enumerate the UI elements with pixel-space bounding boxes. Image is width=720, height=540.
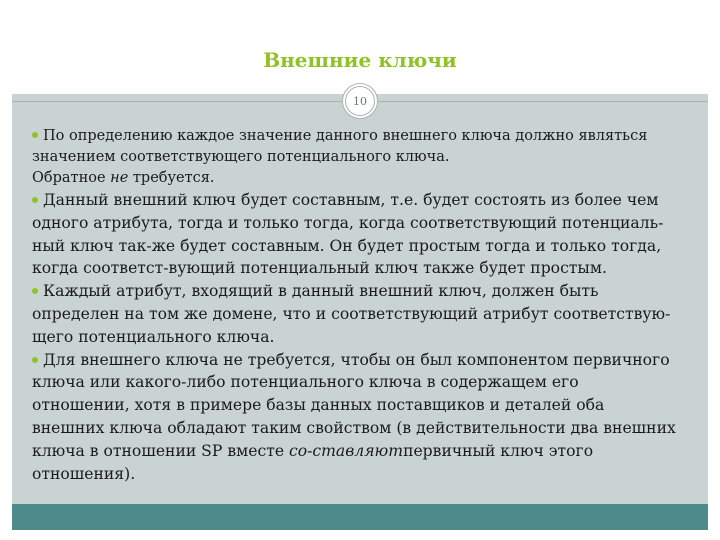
p3-line2: определен на том же домене, что и соответствующий атрибут соответствую- <box>32 304 671 323</box>
left-margin <box>0 0 12 540</box>
p4-line5-a: ключа в отношении SP вместе <box>32 441 289 460</box>
p2-line1: Данный внешний ключ будет составным, т.е. будет состоять из более чем <box>43 191 659 209</box>
paragraph-2 <box>32 189 692 280</box>
p4-line5-em: со-ставляют <box>289 441 404 460</box>
bullet-icon <box>32 197 38 203</box>
paragraph-4 <box>32 349 692 486</box>
p1-line3-a: Обратное <box>32 170 111 186</box>
p4-line3: отношении, хотя в примере базы данных поставщиков и деталей оба <box>32 396 605 415</box>
bullet-icon <box>32 132 38 138</box>
p4-line4: внешних ключа обладают таким свойством (в действительности два внешних <box>32 418 676 437</box>
right-margin <box>708 0 720 540</box>
slide-title: Внешние ключи <box>263 48 457 72</box>
page-number-badge <box>342 83 378 119</box>
p4-line2: ключа или какого-либо потенциального ключа в содержащем его <box>32 373 579 392</box>
bullet-icon <box>32 357 38 363</box>
slide-content <box>32 126 692 485</box>
page-number: 10 <box>345 86 375 116</box>
p4-line1: Для внешнего ключа не требуется, чтобы он был компонентом первичного <box>43 350 670 369</box>
bullet-icon <box>32 288 38 294</box>
p1-line3-b: требуется. <box>128 170 215 186</box>
paragraph-1 <box>32 126 692 189</box>
divider-left <box>12 101 342 102</box>
p3-line1: Каждый атрибут, входящий в данный внешний ключ, должен быть <box>43 282 599 301</box>
paragraph-3 <box>32 280 692 348</box>
p4-line5-b: первичный ключ этого <box>403 441 594 460</box>
p1-line2: значением соответствующего потенциального ключа. <box>32 149 450 165</box>
p2-line3: ный ключ так-же будет составным. Он будет простым тогда и только тогда, <box>32 236 662 255</box>
p2-line4: когда соответст-вующий потенциальный ключ также будет простым. <box>32 259 607 278</box>
p1-line3-em: не <box>110 170 129 186</box>
bottom-bar <box>12 504 708 530</box>
p4-line6: отношения). <box>32 464 136 483</box>
p1-line1: По определению каждое значение данного внешнего ключа должно являться <box>43 128 648 144</box>
divider-right <box>378 101 708 102</box>
p3-line3: щего потенциального ключа. <box>32 327 275 346</box>
p2-line2: одного атрибута, тогда и только тогда, когда соответствующий потенциаль- <box>32 213 664 232</box>
